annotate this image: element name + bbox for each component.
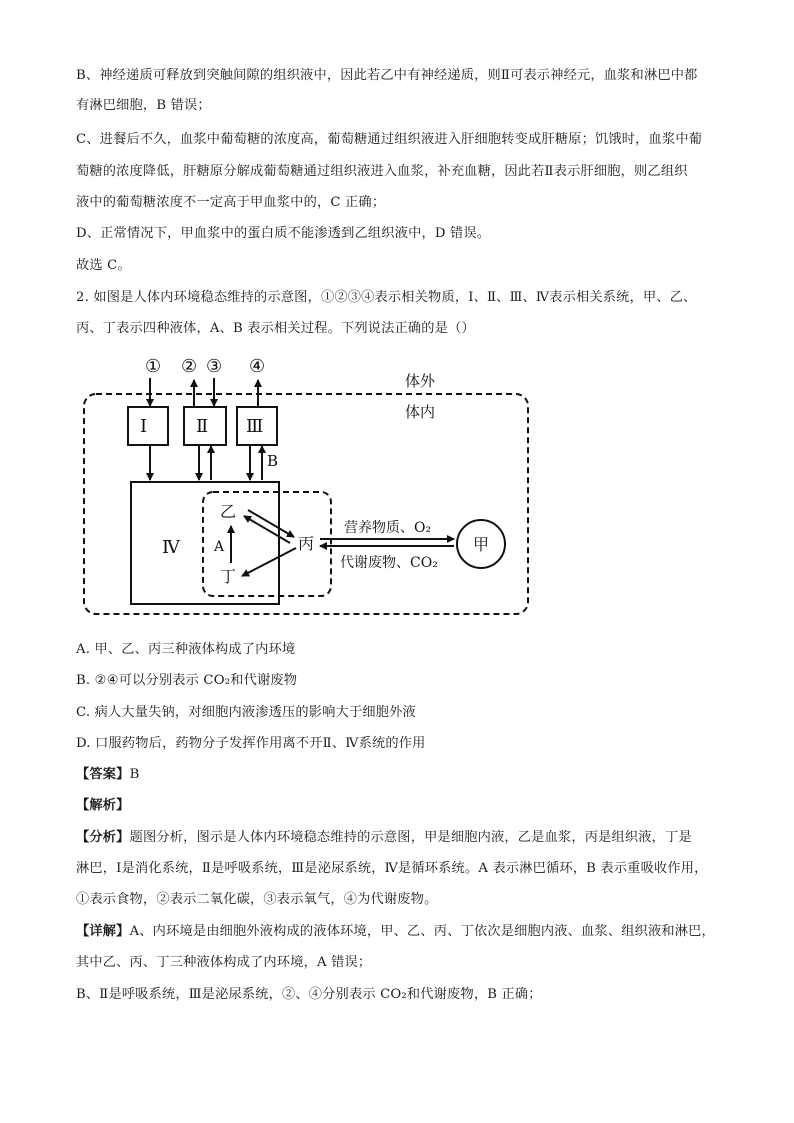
xiangjie-line-3: B、Ⅱ是呼吸系统，Ⅲ是泌尿系统，②、④分别表示 CO₂和代谢废物，B 正确； (76, 987, 542, 1002)
arrow-bing-to-ding (242, 548, 296, 576)
system-label-IV: Ⅳ (162, 537, 180, 558)
option-d: D. 口服药物后，药物分子发挥作用离不开Ⅱ、Ⅳ系统的作用 (76, 736, 426, 751)
xiangjie-line-1 (76, 922, 726, 942)
explanation-c-line-1: C、进餐后不久，血浆中葡萄糖的浓度高，葡萄糖通过组织液进入肝细胞转变成肝糖原；饥饿时，血浆中葡 (76, 132, 703, 147)
system-label-I: Ⅰ (140, 416, 148, 437)
system-label-II: Ⅱ (196, 416, 209, 437)
explanation-c-line-3: 液中的葡萄糖浓度不一定高于甲血浆中的，C 正确； (76, 195, 386, 210)
arrow-bottom-label: 代谢废物、CO₂ (340, 555, 438, 571)
xiangjie-line-2: 其中乙、丙、丁三种液体构成了内环境，A 错误； (76, 955, 372, 970)
explanation-b-line-2: 有淋巴细胞，B 错误； (76, 98, 211, 113)
process-a-label: A (214, 539, 225, 555)
fenxi-line-3: ①表示食物，②表示二氧化碳，③表示氧气，④为代谢废物。 (76, 892, 438, 907)
fenxi-line-2: 淋巴，Ⅰ是消化系统，Ⅱ是呼吸系统，Ⅲ是泌尿系统，Ⅳ是循环系统。A 表示淋巴循环，B 表示重吸收作用， (76, 861, 708, 876)
fluid-bing: 丙 (298, 534, 315, 553)
circled-4: ④ (249, 356, 266, 377)
arrow-top-label: 营养物质、O₂ (344, 520, 432, 536)
conclusion-text: 故选 C。 (76, 258, 131, 273)
option-c: C. 病人大量失钠，对细胞内液渗透压的影响大于细胞外液 (76, 705, 416, 720)
answer-value: B (129, 767, 140, 782)
circled-1: ① (145, 356, 162, 377)
circled-3: ③ (206, 356, 223, 377)
option-a: A. 甲、乙、丙三种液体构成了内环境 (76, 642, 296, 657)
fluid-jia: 甲 (473, 535, 490, 554)
answer-line (76, 765, 726, 785)
question-line-1: 2. 如图是人体内环境稳态维持的示意图，①②③④表示相关物质，Ⅰ、Ⅱ、Ⅲ、Ⅳ表示相关系统，甲、乙、 (76, 290, 697, 305)
system-box-IV (131, 482, 279, 604)
inside-label: 体内 (405, 403, 436, 421)
explanation-c-line-2: 萄糖的浓度降低，肝糖原分解成葡萄糖通过组织液进入血浆，补充血糖，因此若Ⅱ表示肝细胞，则乙组织 (76, 164, 688, 179)
fluid-yi: 乙 (220, 502, 237, 521)
explanation-d-line-1: D、正常情况下，甲血浆中的蛋白质不能渗透到乙组织液中，D 错误。 (76, 226, 491, 241)
xiangjie-text-1: A、内环境是由细胞外液构成的液体环境，甲、乙、丙、丁依次是细胞内液、血浆、组织液和淋巴， (129, 924, 715, 939)
fenxi-line-1 (76, 828, 726, 848)
question-line-2: 丙、丁表示四种液体，A、B 表示相关过程。下列说法正确的是（） (76, 321, 475, 336)
system-box-I (128, 407, 168, 445)
xiangjie-label: 【详解】 (76, 924, 130, 939)
system-label-III: Ⅲ (246, 416, 264, 437)
outside-label: 体外 (405, 372, 436, 390)
process-b-label: B (267, 452, 279, 470)
fluid-ding: 丁 (220, 567, 237, 586)
option-b: B. ②④可以分别表示 CO₂和代谢废物 (76, 673, 298, 688)
fenxi-label: 【分析】 (76, 830, 130, 845)
fenxi-text-1: 题图分析，图示是人体内环境稳态维持的示意图，甲是细胞内液，乙是血浆，丙是组织液，丁是 (129, 830, 692, 845)
answer-label: 【答案】 (76, 767, 130, 782)
analysis-label: 【解析】 (76, 798, 130, 813)
explanation-b-line-1: B、神经递质可释放到突触间隙的组织液中，因此若乙中有神经递质，则Ⅱ可表示神经元，血浆和淋巴中都 (76, 68, 698, 83)
circled-2: ② (181, 356, 198, 377)
